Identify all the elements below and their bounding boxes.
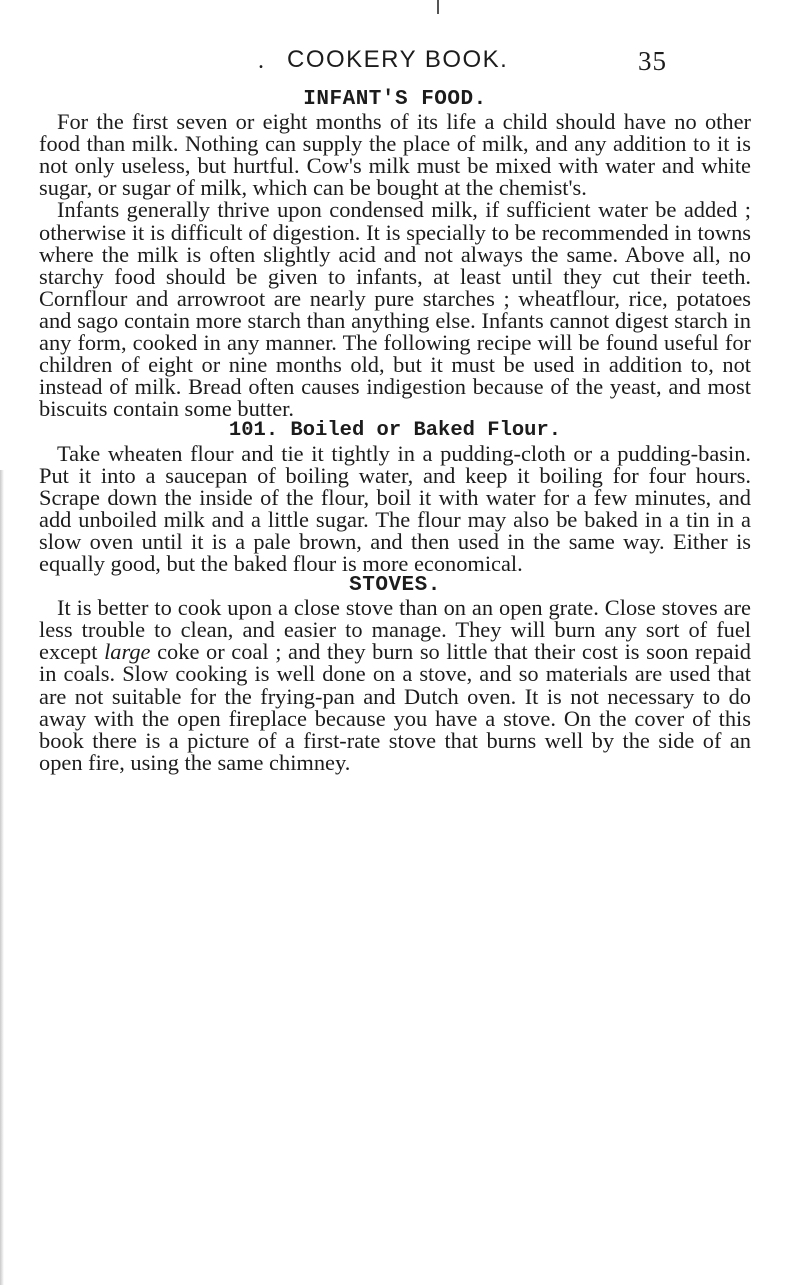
section-heading-infant-food: INFANT'S FOOD.: [303, 88, 487, 111]
page-body: [39, 89, 751, 774]
paragraph-infant-food-2: Infants generally thrive upon condensed milk, if sufficient water be added ; otherwise it is difficult of digestion. It is specially to be recommended in towns where the milk is often slightly acid and not always the same. Above all, no starchy food should be given to infants, at least until they cut their teeth. Cornflour and arrowroot are nearly pure starches ; wheatflour, rice, potatoes and sago contain more starch than anything else. Infants cannot digest starch in any form, cooked in any manner. The following recipe will be found useful for children of eight or nine months old, but it must be used in addition to, not instead of milk. Bread often causes indigestion because of the yeast, and most biscuits contain some butter.: [39, 197, 751, 422]
paragraph-stoves: [39, 597, 751, 774]
recipe-heading-101: 101. Boiled or Baked Flour.: [228, 419, 562, 443]
page-edge-mark: [437, 0, 439, 14]
page-number: 35: [638, 46, 667, 76]
page-edge-shadow: [0, 470, 4, 1285]
stoves-text-italic: large: [104, 639, 151, 665]
page-header: [258, 46, 718, 80]
paragraph-recipe-101: Take wheaten flour and tie it tightly in a pudding-cloth or a pudding-basin. Put it into a saucepan of boiling water, and keep it boiling for four hours. Scrape down the inside of the flour, boil it with water for a few minutes, and add unboiled milk and a little sugar. The flour may also be baked in a tin in a slow oven until it is a pale brown, and then used in the same way. Either is equally good, but the baked flour is more economical.: [39, 440, 751, 576]
stoves-text-part2: coke or coal ; and they burn so little that their cost is soon repaid in coals. Slow cooking is well done on a stove, and so materials are used that are not suitable for the frying-pan and Dutch oven. It is not necessary to do away with the open fireplace because you have a stove. On the cover of this book there is a picture of a first-rate stove that burns well by the side of an open fire, using the same chimney.: [39, 639, 752, 775]
running-title: COOKERY BOOK.: [287, 46, 509, 73]
header-dot: .: [258, 48, 265, 74]
section-heading-stoves: STOVES.: [349, 574, 441, 598]
stoves-text-part1: It is better to cook upon a close stove than on an open grate. Close stoves are less trouble to clean, and easier to manage. They will burn any sort of fuel except: [39, 595, 751, 665]
paragraph-infant-food-1: For the first seven or eight months of its life a child should have no other food than milk. Nothing can supply the place of milk, and any addition to it is not only useless, but hurtful. Cow's milk must be mixed with water and white sugar, or sugar of milk, which can be bought at the chemist's.: [39, 109, 751, 201]
